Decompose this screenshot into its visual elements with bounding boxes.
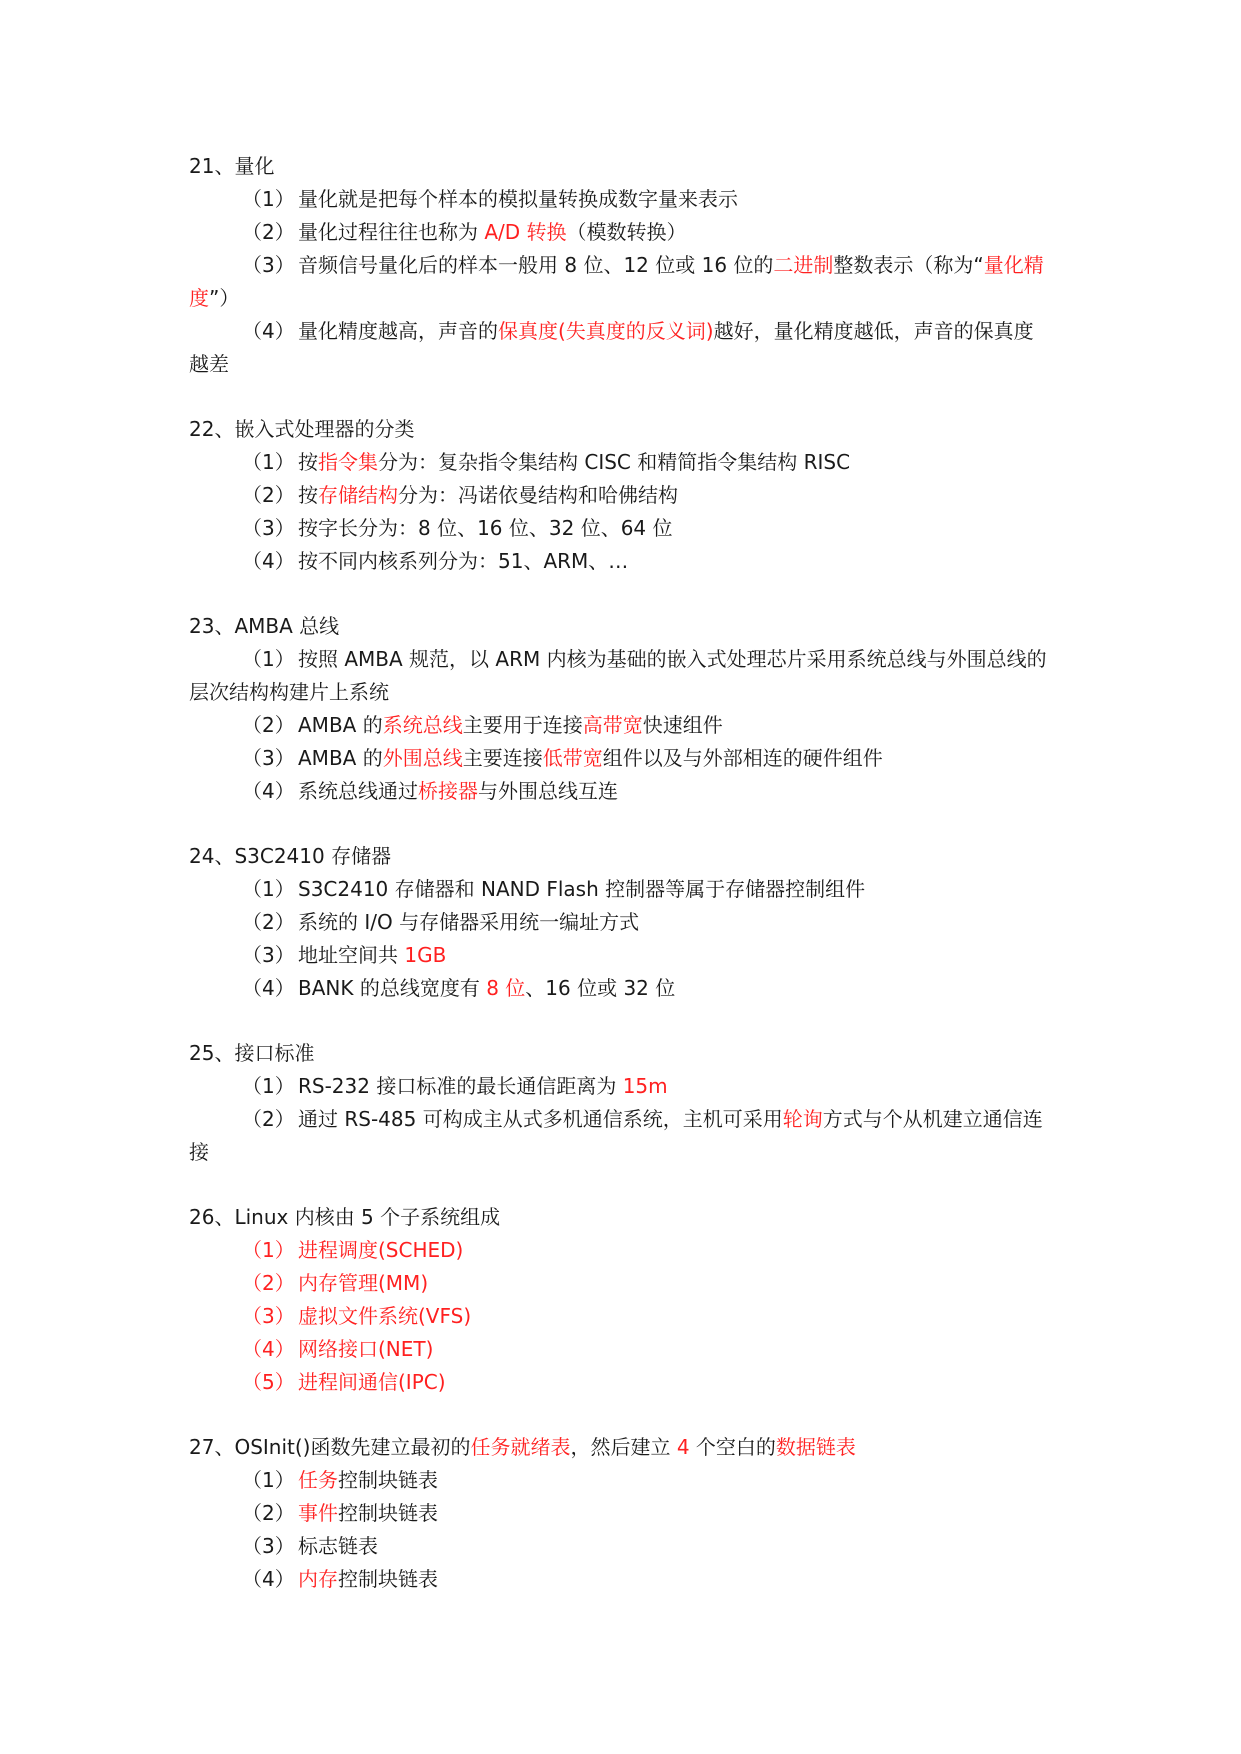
- section-heading: [189, 1431, 1049, 1464]
- item-text: 按照 AMBA 规范，以 ARM 内核为基础的嵌入式处理芯片采用系统总线与外围总线的层次结构构建片上系统: [189, 647, 1047, 704]
- item-number: （3）: [242, 746, 295, 770]
- item-text: RS-232 接口标准的最长通信距离为: [298, 1074, 623, 1098]
- list-item: [189, 906, 1049, 939]
- section: [189, 413, 1049, 578]
- item-number: （1）: [242, 1238, 295, 1262]
- item-text: 系统的 I/O 与存储器采用统一编址方式: [298, 910, 640, 934]
- list-item: [189, 1464, 1049, 1497]
- heading-text: 27、OSInit()函数先建立最初的: [189, 1435, 471, 1459]
- highlight-text: 任务就绪表: [470, 1435, 571, 1459]
- list-item: [189, 512, 1049, 545]
- item-text: 控制块链表: [338, 1501, 438, 1525]
- highlight-text: 4: [676, 1435, 690, 1459]
- highlight-text: 量化精度: [189, 253, 1044, 310]
- highlight-text: 虚拟文件系统(VFS): [298, 1304, 472, 1328]
- heading-text: 22、嵌入式处理器的分类: [189, 417, 415, 441]
- item-text: 与外围总线互连: [478, 779, 618, 803]
- item-text: （模数转换）: [566, 220, 687, 244]
- section-heading: [189, 150, 1049, 183]
- item-number: （4）: [242, 1337, 295, 1361]
- list-item: [189, 1333, 1049, 1366]
- section: [189, 610, 1049, 808]
- item-text: 按字长分为：8 位、16 位、32 位、64 位: [298, 516, 673, 540]
- item-text: 按: [298, 483, 318, 507]
- item-number: （4）: [242, 779, 295, 803]
- item-text: AMBA 的: [298, 746, 383, 770]
- list-item: [189, 216, 1049, 249]
- section-heading: [189, 610, 1049, 643]
- list-item: [189, 643, 1049, 709]
- highlight-text: 网络接口(NET): [298, 1337, 434, 1361]
- heading-text: 23、AMBA 总线: [189, 614, 340, 638]
- item-number: （4）: [242, 1567, 295, 1591]
- highlight-text: A/D 转换: [484, 220, 567, 244]
- list-item: [189, 775, 1049, 808]
- highlight-text: 8 位: [486, 976, 526, 1000]
- section: [189, 840, 1049, 1005]
- highlight-text: 事件: [298, 1501, 338, 1525]
- heading-text: 24、S3C2410 存储器: [189, 844, 392, 868]
- item-number: （3）: [242, 1304, 295, 1328]
- item-text: 分为：复杂指令集结构 CISC 和精简指令集结构 RISC: [378, 450, 851, 474]
- section: [189, 1037, 1049, 1169]
- heading-text: 个空白的: [689, 1435, 776, 1459]
- item-text: 控制块链表: [338, 1567, 438, 1591]
- item-text: 系统总线通过: [298, 779, 418, 803]
- item-text: BANK 的总线宽度有: [298, 976, 487, 1000]
- item-text: 量化精度越高，声音的: [298, 319, 498, 343]
- section: [189, 1201, 1049, 1399]
- section-heading: [189, 1201, 1049, 1234]
- item-text: 整数表示（称为“: [833, 253, 984, 277]
- list-item: [189, 315, 1049, 381]
- item-text: 主要连接: [462, 746, 543, 770]
- item-number: （2）: [242, 483, 295, 507]
- item-text: 组件以及与外部相连的硬件组件: [602, 746, 883, 770]
- section-heading: [189, 413, 1049, 446]
- item-text: 分为：冯诺依曼结构和哈佛结构: [398, 483, 678, 507]
- highlight-text: 进程调度(SCHED): [298, 1238, 464, 1262]
- item-text: 通过 RS-485 可构成主从式多机通信系统，主机可采用: [298, 1107, 783, 1131]
- highlight-text: 保真度(失真度的反义词): [498, 319, 714, 343]
- highlight-text: 内存管理(MM): [298, 1271, 429, 1295]
- heading-text: ，然后建立: [570, 1435, 677, 1459]
- list-item: [189, 1563, 1049, 1596]
- item-number: （4）: [242, 549, 295, 573]
- section-heading: [189, 840, 1049, 873]
- section-heading: [189, 1037, 1049, 1070]
- item-number: （3）: [242, 253, 295, 277]
- item-number: （2）: [242, 1107, 295, 1131]
- list-item: [189, 939, 1049, 972]
- heading-text: 26、Linux 内核由 5 个子系统组成: [189, 1205, 501, 1229]
- item-text: 方式与个从机建立通信连接: [189, 1107, 1043, 1164]
- item-number: （1）: [242, 877, 295, 901]
- document-body: [189, 150, 1049, 1628]
- highlight-text: 桥接器: [418, 779, 478, 803]
- section: [189, 1431, 1049, 1596]
- item-number: （3）: [242, 943, 295, 967]
- heading-text: 21、量化: [189, 154, 275, 178]
- item-number: （4）: [242, 319, 295, 343]
- highlight-text: 高带宽: [582, 713, 643, 737]
- item-text: ”）: [209, 286, 240, 310]
- highlight-text: 指令集: [318, 450, 378, 474]
- list-item: [189, 873, 1049, 906]
- item-number: （1）: [242, 187, 295, 211]
- highlight-text: 轮询: [782, 1107, 823, 1131]
- item-text: 越好，量化精度越低，声音的保真度越差: [189, 319, 1034, 376]
- section: [189, 150, 1049, 381]
- highlight-text: 存储结构: [318, 483, 398, 507]
- heading-text: 25、接口标准: [189, 1041, 315, 1065]
- item-number: （2）: [242, 1271, 295, 1295]
- list-item: [189, 742, 1049, 775]
- item-text: 地址空间共: [298, 943, 405, 967]
- list-item: [189, 1366, 1049, 1399]
- highlight-text: 数据链表: [775, 1435, 856, 1459]
- highlight-text: 任务: [298, 1468, 338, 1492]
- item-text: 、16 位或 32 位: [525, 976, 676, 1000]
- item-number: （5）: [242, 1370, 295, 1394]
- list-item: [189, 249, 1049, 315]
- item-text: 主要用于连接: [462, 713, 583, 737]
- highlight-text: 内存: [298, 1567, 338, 1591]
- list-item: [189, 1300, 1049, 1333]
- highlight-text: 进程间通信(IPC): [298, 1370, 446, 1394]
- list-item: [189, 1267, 1049, 1300]
- highlight-text: 1GB: [404, 943, 447, 967]
- list-item: [189, 1530, 1049, 1563]
- item-text: 量化过程往往也称为: [298, 220, 485, 244]
- item-number: （3）: [242, 1534, 295, 1558]
- highlight-text: 系统总线: [382, 713, 463, 737]
- item-number: （3）: [242, 516, 295, 540]
- item-number: （2）: [242, 220, 295, 244]
- list-item: [189, 1497, 1049, 1530]
- highlight-text: 15m: [622, 1074, 668, 1098]
- item-number: （2）: [242, 1501, 295, 1525]
- item-text: AMBA 的: [298, 713, 383, 737]
- item-text: 量化就是把每个样本的模拟量转换成数字量来表示: [298, 187, 738, 211]
- highlight-text: 外围总线: [382, 746, 463, 770]
- item-number: （2）: [242, 713, 295, 737]
- highlight-text: 二进制: [773, 253, 834, 277]
- item-text: 快速组件: [642, 713, 723, 737]
- item-number: （1）: [242, 1468, 295, 1492]
- list-item: [189, 545, 1049, 578]
- item-text: 按: [298, 450, 318, 474]
- highlight-text: 低带宽: [542, 746, 603, 770]
- list-item: [189, 183, 1049, 216]
- item-text: 按不同内核系列分为：51、ARM、…: [298, 549, 629, 573]
- list-item: [189, 972, 1049, 1005]
- item-number: （2）: [242, 910, 295, 934]
- item-number: （1）: [242, 647, 295, 671]
- item-text: S3C2410 存储器和 NAND Flash 控制器等属于存储器控制组件: [298, 877, 866, 901]
- list-item: [189, 709, 1049, 742]
- item-text: 控制块链表: [338, 1468, 438, 1492]
- item-number: （4）: [242, 976, 295, 1000]
- list-item: [189, 479, 1049, 512]
- list-item: [189, 446, 1049, 479]
- list-item: [189, 1103, 1049, 1169]
- item-number: （1）: [242, 450, 295, 474]
- list-item: [189, 1234, 1049, 1267]
- item-number: （1）: [242, 1074, 295, 1098]
- list-item: [189, 1070, 1049, 1103]
- item-text: 音频信号量化后的样本一般用 8 位、12 位或 16 位的: [298, 253, 774, 277]
- item-text: 标志链表: [298, 1534, 378, 1558]
